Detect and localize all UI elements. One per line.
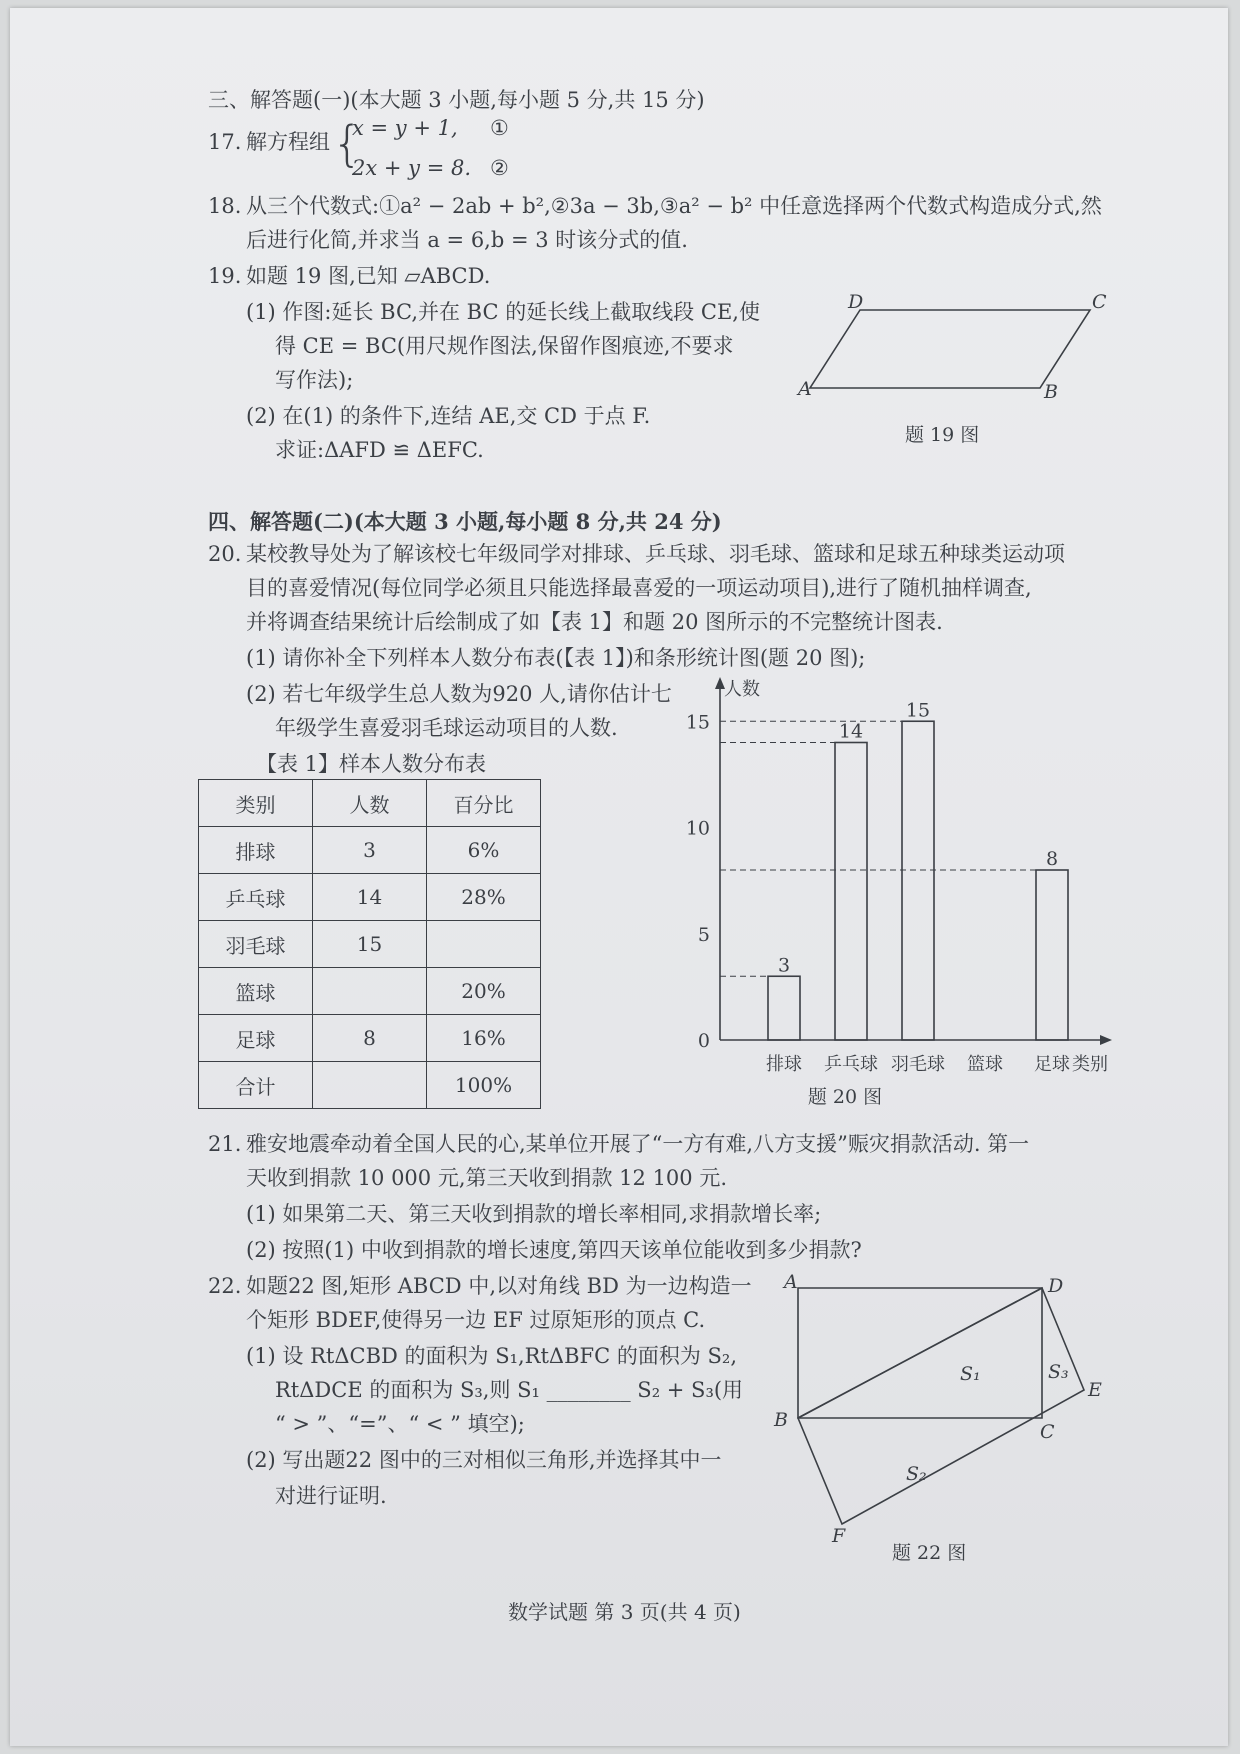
table-row — [199, 1015, 541, 1062]
y-tick-label: 0 — [697, 1030, 710, 1052]
cell-count — [313, 1062, 427, 1109]
q22-line2: 个矩形 BDEF,使得另一边 EF 过原矩形的顶点 C. — [246, 1308, 706, 1332]
q20-line3: 并将调查结果统计后绘制成了如【表 1】和题 20 图所示的不完整统计图表. — [246, 610, 943, 634]
cell-percent — [427, 921, 541, 968]
cell-category: 羽毛球 — [199, 921, 313, 968]
q19-part2-a: (2) 在(1) 的条件下,连结 AE,交 CD 于点 F. — [246, 404, 651, 428]
parallelogram-abcd — [810, 310, 1090, 388]
q19-part1-a: (1) 作图:延长 BC,并在 BC 的延长线上截取线段 CE,使 — [246, 300, 760, 324]
table-row — [199, 1062, 541, 1109]
q17-mark1: ① — [490, 116, 509, 140]
table-row — [199, 921, 541, 968]
cell-percent: 100% — [427, 1062, 541, 1109]
table-1-title: 【表 1】样本人数分布表 — [256, 752, 487, 776]
q18-line1: 从三个代数式:①a² − 2ab + b²,②3a − 3b,③a² − b² 中任意选择两个代数式构造成分式,然 — [246, 194, 1102, 218]
x-tick-label: 排球 — [766, 1054, 802, 1075]
cell-percent: 6% — [427, 827, 541, 874]
q17-brace: { — [332, 116, 363, 172]
cell-count — [313, 968, 427, 1015]
label-a: A — [798, 378, 812, 400]
q17-eq2: 2x + y = 8. — [352, 156, 471, 180]
cell-category: 足球 — [199, 1015, 313, 1062]
bar-data-label: 8 — [1045, 848, 1059, 870]
cell-count: 14 — [313, 874, 427, 921]
y-axis-label: 人数 — [724, 679, 760, 700]
cell-count: 3 — [313, 827, 427, 874]
q19-figure — [800, 290, 1130, 440]
x-tick-label: 乒乓球 — [824, 1054, 878, 1075]
label-d: D — [848, 291, 864, 313]
y-tick-label: 10 — [685, 817, 710, 840]
header-percent: 百分比 — [427, 780, 541, 827]
q22-line1: 如题22 图,矩形 ABCD 中,以对角线 BD 为一边构造一 — [246, 1274, 752, 1298]
q22-caption: 题 22 图 — [892, 1542, 967, 1564]
y-tick-label: 5 — [697, 923, 710, 946]
label-b: B — [774, 1409, 788, 1431]
bar-data-label: 14 — [838, 720, 864, 743]
label-c: C — [1040, 1421, 1055, 1443]
q19-part2-b: 求证:ΔAFD ≌ ΔEFC. — [275, 438, 484, 462]
q20-line2: 目的喜爱情况(每位同学必须且只能选择最喜爱的一项运动项目),进行了随机抽样调查, — [246, 576, 1032, 600]
cell-category: 乒乓球 — [199, 874, 313, 921]
header-count: 人数 — [313, 780, 427, 827]
bar — [768, 976, 800, 1040]
q19-part1-b: 得 CE = BC(用尺规作图法,保留作图痕迹,不要求 — [275, 334, 734, 358]
bar — [902, 721, 934, 1040]
section-3-title: 三、解答题(一)(本大题 3 小题,每小题 5 分,共 15 分) — [208, 88, 705, 112]
x-tick-label: 羽毛球 — [891, 1054, 945, 1075]
bar-data-label: 15 — [905, 699, 931, 722]
q20-part1: (1) 请你补全下列样本人数分布表(【表 1】)和条形统计图(题 20 图); — [246, 646, 866, 670]
q21-part1: (1) 如果第二天、第三天收到捐款的增长率相同,求捐款增长率; — [246, 1202, 822, 1226]
cell-percent: 16% — [427, 1015, 541, 1062]
q20-part2-b: 年级学生喜爱羽毛球运动项目的人数. — [275, 716, 618, 740]
q22-number: 22. — [208, 1274, 242, 1298]
rectangle-bdef — [798, 1288, 1084, 1524]
q22-part2-b: 对进行证明. — [275, 1484, 387, 1508]
q20-number: 20. — [208, 542, 242, 566]
q19-part1-c: 写作法); — [275, 368, 354, 392]
q18-number: 18. — [208, 194, 242, 218]
cell-category: 篮球 — [199, 968, 313, 1015]
bar — [1036, 870, 1068, 1040]
q18-line2: 后进行化简,并求当 a = 6,b = 3 时该分式的值. — [246, 228, 688, 252]
label-d: D — [1048, 1275, 1064, 1297]
header-category: 类别 — [199, 780, 313, 827]
q22-part1-b: RtΔDCE 的面积为 S₃,则 S₁ ________ S₂ + S₃(用 — [275, 1378, 744, 1402]
table-row — [199, 968, 541, 1015]
x-tick-label: 足球 — [1034, 1054, 1070, 1075]
x-tick-label: 篮球 — [967, 1054, 1003, 1075]
label-c: C — [1092, 291, 1107, 313]
q19-caption: 题 19 图 — [905, 424, 980, 446]
table-row — [199, 827, 541, 874]
q20-line1: 某校教导处为了解该校七年级同学对排球、乒乓球、羽毛球、篮球和足球五种球类运动项 — [246, 542, 1065, 566]
label-e: E — [1088, 1379, 1102, 1401]
cell-percent: 28% — [427, 874, 541, 921]
cell-percent: 20% — [427, 968, 541, 1015]
q19-number: 19. — [208, 264, 242, 288]
cell-category: 合计 — [199, 1062, 313, 1109]
q22-part2-a: (2) 写出题22 图中的三对相似三角形,并选择其中一 — [246, 1448, 722, 1472]
q21-line2: 天收到捐款 10 000 元,第三天收到捐款 12 100 元. — [246, 1166, 728, 1190]
q20-part2-a: (2) 若七年级学生总人数为920 人,请你估计七 — [246, 682, 672, 706]
chart-title: 题 20 图 — [807, 1086, 883, 1108]
label-b: B — [1044, 381, 1058, 403]
q17-number: 17. — [208, 130, 242, 154]
table-header-row — [199, 780, 541, 827]
q21-line1: 雅安地震牵动着全国人民的心,某单位开展了“一方有难,八方支援”赈灾捐款活动. 第一 — [246, 1132, 1030, 1156]
label-a: A — [784, 1271, 798, 1293]
table-row — [199, 874, 541, 921]
x-axis-arrow — [1100, 1035, 1112, 1045]
q17-text: 解方程组 — [246, 130, 330, 154]
label-s1: S₁ — [960, 1363, 981, 1385]
q19-intro: 如题 19 图,已知 ▱ABCD. — [246, 264, 491, 288]
q21-number: 21. — [208, 1132, 242, 1156]
label-s3: S₃ — [1048, 1361, 1069, 1383]
section-4-title: 四、解答题(二)(本大题 3 小题,每小题 8 分,共 24 分) — [208, 509, 722, 534]
cell-category: 排球 — [199, 827, 313, 874]
q22-figure — [770, 1270, 1120, 1550]
bar — [835, 743, 867, 1041]
cell-count: 15 — [313, 921, 427, 968]
bar-chart — [670, 675, 1130, 1115]
cell-count: 8 — [313, 1015, 427, 1062]
sample-distribution-table — [198, 779, 541, 1109]
q17-mark2: ② — [490, 156, 509, 180]
q17-eq1: x = y + 1, — [352, 116, 458, 140]
x-axis-label: 类别 — [1072, 1054, 1108, 1075]
label-f: F — [832, 1525, 846, 1547]
bar-data-label: 3 — [777, 954, 791, 977]
page-footer: 数学试题 第 3 页(共 4 页) — [508, 1600, 741, 1624]
q21-part2: (2) 按照(1) 中收到捐款的增长速度,第四天该单位能收到多少捐款? — [246, 1238, 862, 1262]
q22-part1-a: (1) 设 RtΔCBD 的面积为 S₁,RtΔBFC 的面积为 S₂, — [246, 1344, 737, 1368]
y-tick-label: 15 — [685, 711, 710, 734]
q22-part1-c: “ > ”、“=”、“ < ” 填空); — [275, 1412, 525, 1436]
label-s2: S₂ — [906, 1463, 927, 1485]
